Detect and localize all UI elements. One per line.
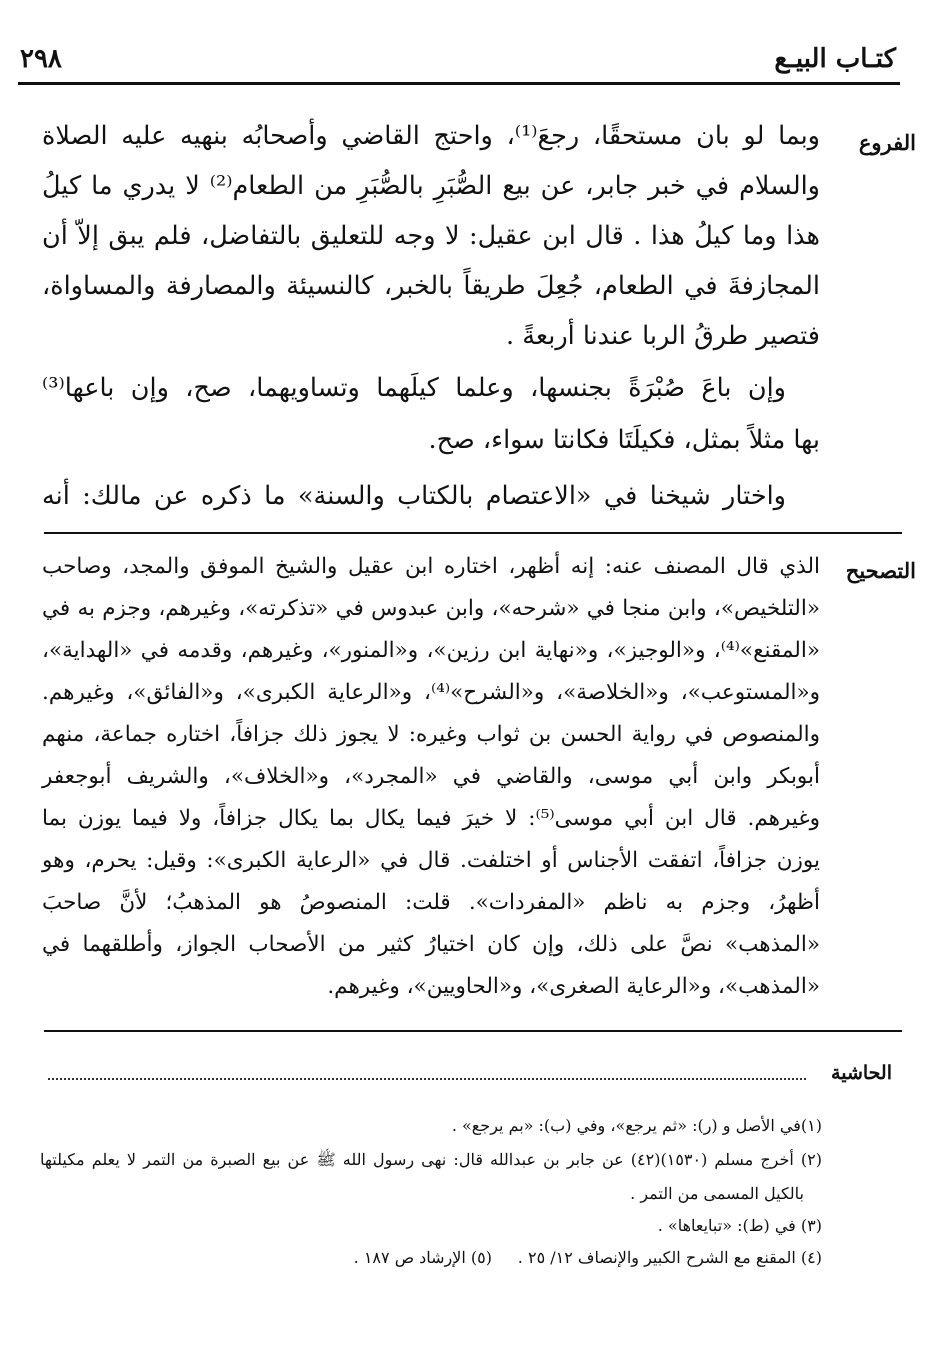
section-divider xyxy=(44,1030,902,1032)
tashih-line: «المذهب» نصَّ على ذلك، وإن كان اختيارُ كثير من الأصحاب الجواز، وأطلقهما في xyxy=(42,932,820,957)
footnote: (٤) المقنع مع الشرح الكبير والإنصاف ١٢/ ٢٥ . xyxy=(517,1248,822,1267)
running-title: كتـاب البيـع xyxy=(774,44,896,74)
tashih-line: وغيرهم. قال ابن أبي موسى⁽⁵⁾: لا خيرَ فيما يكال بما يكال جزافاً، ولا فيما يوزن بما xyxy=(42,806,820,831)
tashih-line: والمنصوص في رواية الحسن بن ثواب وغيره: لا يجوز ذلك جزافاً، اختاره جماعة، منهم xyxy=(42,722,820,747)
tashih-line: الذي قال المصنف عنه: إنه أظهر، اختاره ابن عقيل والشيخ الموفق والمجد، وصاحب xyxy=(42,554,820,579)
furu-line: وبما لو بان مستحقًا، رجعَ⁽¹⁾، واحتج القاضي وأصحابُه بنهيه عليه الصلاة xyxy=(42,121,820,151)
furu-line: واختار شيخنا في «الاعتصام بالكتاب والسنة» ما ذكره عن مالك: أنه xyxy=(42,481,786,511)
hashiya-label: الحاشية xyxy=(831,1062,892,1084)
header-divider xyxy=(18,82,900,85)
tashih-line: أظهرُ، وجزم به ناظم «المفردات». قلت: المنصوصُ هو المذهبُ؛ لأنَّ صاحبَ xyxy=(42,890,820,915)
tashih-line: و«المستوعب»، و«الخلاصة»، و«الشرح»⁽⁴⁾، و«الرعاية الكبرى»، و«الفائق»، وغيرهم. xyxy=(42,680,821,705)
furu-line: والسلام في خبر جابر، عن بيع الصُّبَرِ بالصُّبَرِ من الطعام⁽²⁾ لا يدري ما كيلُ xyxy=(42,171,820,201)
tashih-label: التصحيح xyxy=(845,558,916,583)
tashih-line: «المقنع»⁽⁴⁾، و«الوجيز»، و«نهاية ابن رزين»، و«المنور»، وغيرهم، وقدمه في «الهداية»، xyxy=(42,638,820,663)
page-header xyxy=(20,44,896,82)
footnote: (٢) أخرج مسلم (١٥٣٠)(٤٢) عن جابر بن عبدالله قال: نهى رسول الله ﷺ عن بيع الصبرة من التمر لا يعلم مكيلتها xyxy=(40,1150,822,1169)
furu-line: وإن باعَ صُبْرَةً بجنسها، وعلما كيلَهما وتساويهما، صح، وإن باعها⁽³⁾ xyxy=(42,373,786,403)
tashih-line: «التلخيص»، وابن منجا في «شرحه»، وابن عبدوس في «تذكرته»، وغيرهم، وجزم به في xyxy=(42,596,820,621)
furu-line: المجازفةَ في الطعام، جُعِلَ طريقاً بالخبر، كالنسيئة والمصارفة والمساواة، xyxy=(42,271,820,301)
dotted-leader xyxy=(48,1078,806,1080)
tashih-line: أبوبكر وابن أبي موسى، والقاضي في «المجرد»، و«الخلاف»، والشريف أبوجعفر xyxy=(42,764,820,789)
furu-line: فتصير طرقُ الربا عندنا أربعةً . xyxy=(506,321,820,351)
footnote-row xyxy=(40,1248,822,1272)
page-number: ٢٩٨ xyxy=(20,44,62,74)
footnote: بالكيل المسمى من التمر . xyxy=(630,1184,804,1203)
tashih-line: «المذهب»، و«الرعاية الصغرى»، و«الحاويين»، وغيرهم. xyxy=(327,974,820,999)
furu-section xyxy=(40,112,916,522)
furu-line: بها مثلاً بمثل، فكيلَتَا فكانتا سواء، صح. xyxy=(428,425,820,455)
tashih-section xyxy=(40,546,916,1016)
furu-label: الفروع xyxy=(858,130,916,155)
footnote: (٥) الإرشاد ص ١٨٧ . xyxy=(353,1248,492,1267)
tashih-line: يوزن جزافاً، اتفقت الأجناس أو اختلفت. قال في «الرعاية الكبرى»: وقيل: يحرم، وهو xyxy=(42,848,820,873)
footnote: (٣) في (ط): «تبايعاها» . xyxy=(657,1216,822,1235)
footnote: (١)في الأصل و (ر): «ثم يرجع»، وفي (ب): «بم يرجع» . xyxy=(451,1116,822,1135)
section-divider xyxy=(44,532,902,534)
furu-line: هذا وما كيلُ هذا . قال ابن عقيل: لا وجه للتعليق بالتفاضل، فلم يبق إلاّ أن xyxy=(42,221,820,251)
hashiya-section xyxy=(48,1062,892,1092)
